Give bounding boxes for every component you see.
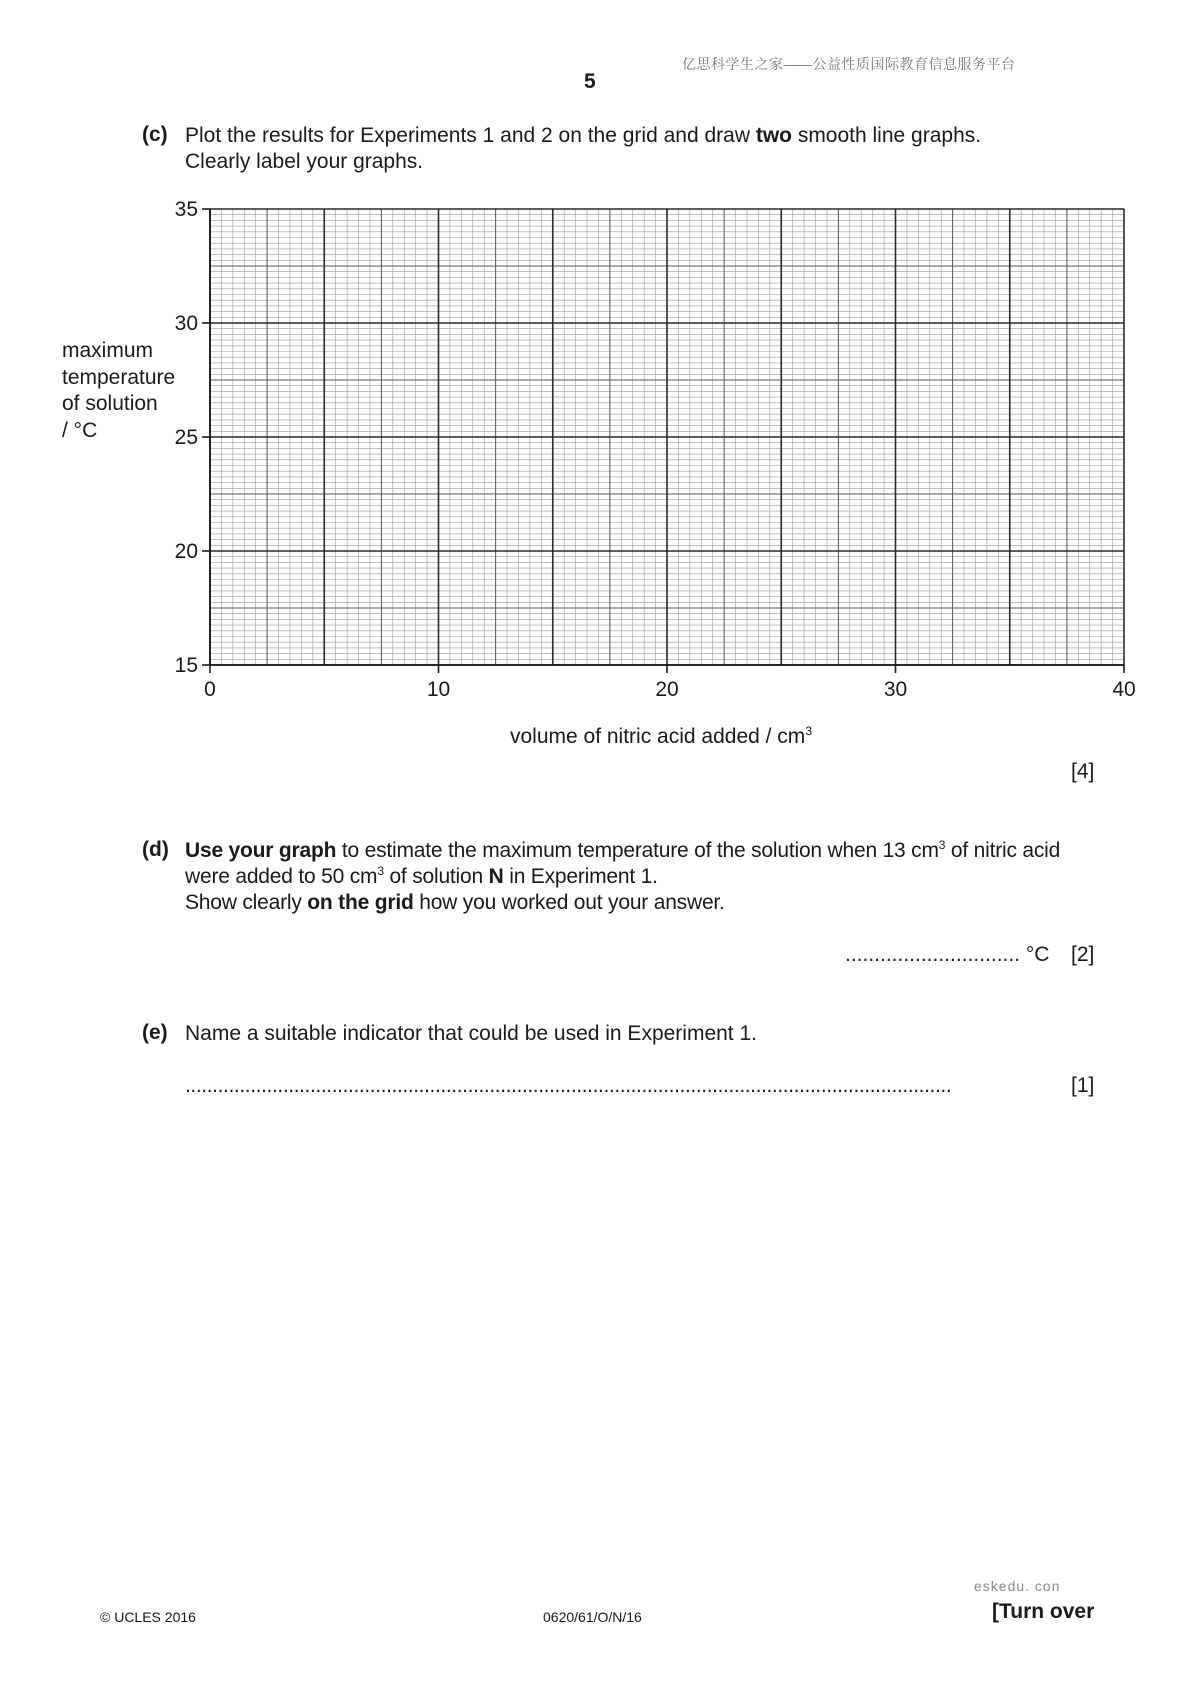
part-d-answer-line[interactable]: .............................. °C	[845, 943, 1050, 966]
x-tick-label: 30	[883, 678, 908, 701]
y-tick-label: 20	[174, 540, 198, 563]
part-d-line-2: were added to 50 $cm^3$ of solution N in Experiment 1.	[185, 864, 658, 888]
x-axis-label: volume of nitric acid added / $cm^3$	[510, 724, 812, 748]
part-d-line-3: Show clearly on the grid how you worked out your answer.	[185, 891, 725, 914]
paper-code: 0620/61/O/N/16	[543, 1609, 642, 1625]
y-tick-label: 35	[174, 198, 198, 221]
part-e-answer-line[interactable]: .............................................................................................................................................	[185, 1074, 952, 1097]
part-e-question: Name a suitable indicator that could be used in Experiment 1.	[185, 1022, 757, 1045]
part-e-label: (e)	[142, 1021, 168, 1044]
part-d-line-1: Use your graph to estimate the maximum temperature of the solution when 13 $cm^3$ of nitric acid	[185, 838, 1061, 862]
part-c-line-2: Clearly label your graphs.	[185, 150, 424, 173]
part-c-marks: [4]	[1071, 760, 1095, 783]
y-axis-label-line: temperature	[62, 365, 176, 389]
graph-paper-grid[interactable]	[0, 0, 1191, 720]
x-tick-label: 0	[204, 678, 216, 701]
copyright-text: © UCLES 2016	[100, 1609, 196, 1625]
axis-ticks	[202, 209, 1124, 673]
part-d-question	[185, 838, 1060, 916]
x-tick-label: 40	[1112, 678, 1136, 701]
y-tick-label: 25	[174, 426, 198, 449]
y-axis-label-line: maximum	[62, 339, 154, 362]
y-axis-label-line: / °C	[62, 418, 98, 442]
part-d-label: (d)	[142, 838, 169, 861]
watermark-text: 亿思科学生之家——公益性质国际教育信息服务平台	[682, 56, 1016, 72]
x-tick-label: 20	[655, 678, 679, 701]
site-watermark: eskedu. con	[974, 1578, 1061, 1594]
turn-over-text: [Turn over	[992, 1600, 1095, 1623]
axis-tick-labels	[175, 198, 1136, 701]
page-number: 5	[584, 70, 596, 93]
part-c-line-1: Plot the results for Experiments 1 and 2 on the grid and draw two smooth line graphs.	[185, 124, 982, 147]
part-d-marks: [2]	[1071, 943, 1095, 966]
y-tick-label: 30	[174, 312, 198, 335]
x-tick-label: 10	[426, 678, 451, 701]
part-e-marks: [1]	[1071, 1074, 1095, 1097]
part-c-label: (c)	[142, 123, 168, 146]
y-tick-label: 15	[174, 654, 198, 677]
y-axis-label-line: of solution	[62, 392, 158, 415]
